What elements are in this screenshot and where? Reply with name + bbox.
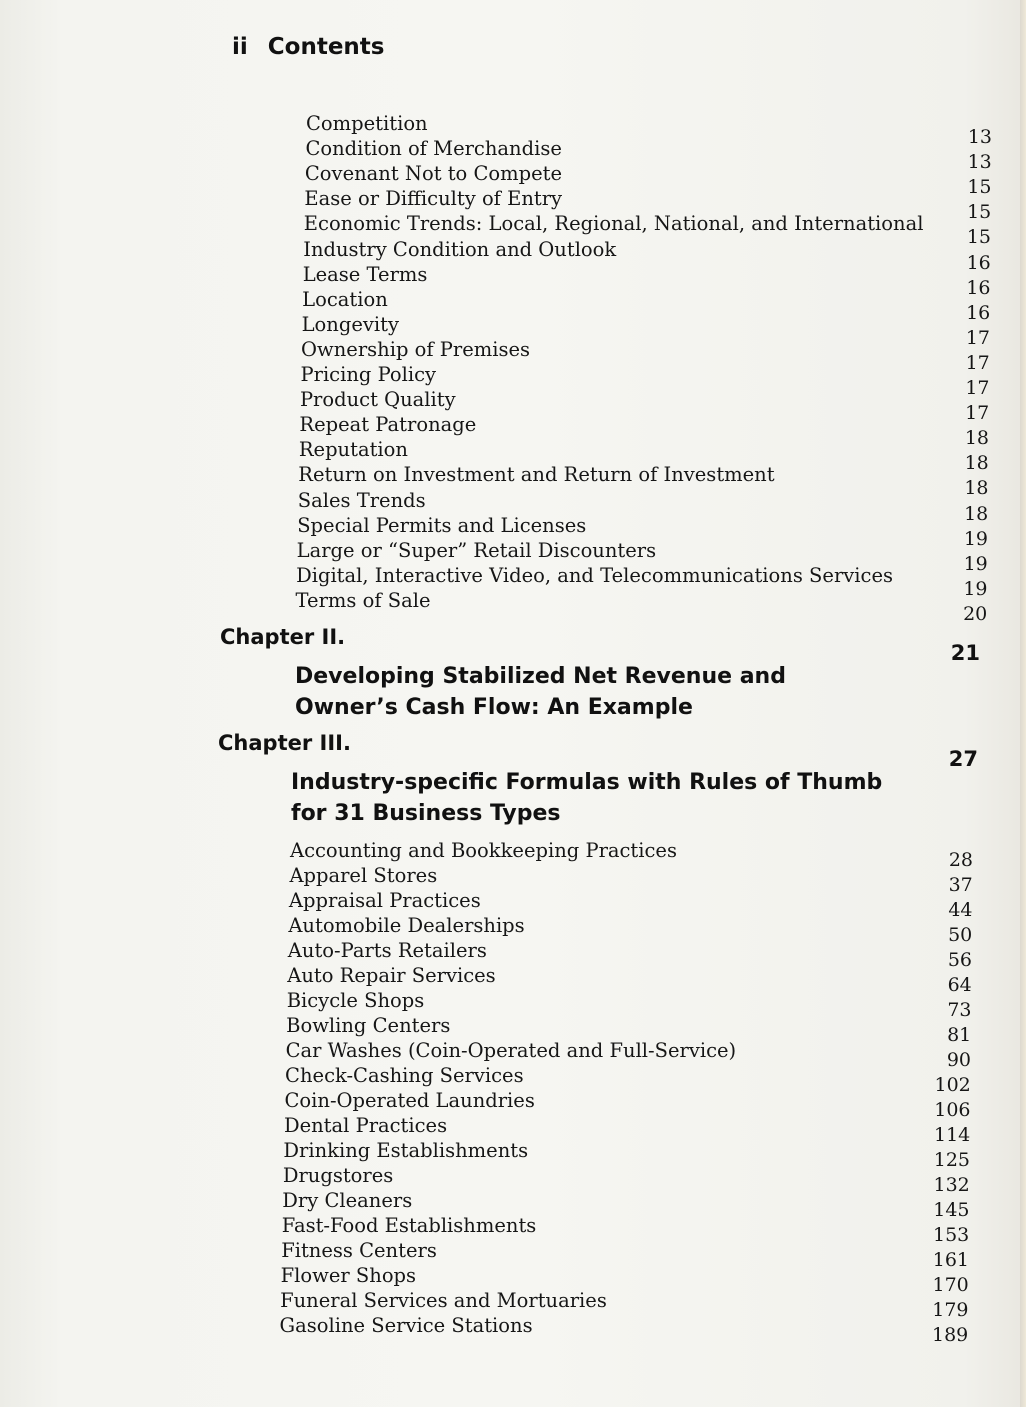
toc-entry-title: Bowling Centers [286,1014,451,1037]
toc-entry-page: 64 [947,974,972,996]
toc-entry-page: 37 [948,874,973,896]
toc-entry-page: 20 [963,602,988,625]
toc-entry-page: 19 [963,577,988,600]
toc-entry-title: Repeat Patronage [299,413,477,437]
toc-entry-page: 90 [946,1049,971,1071]
toc-entry-page: 153 [932,1224,970,1246]
toc-entry-title: Flower Shops [280,1264,417,1287]
toc-entry-page: 73 [947,999,972,1021]
toc-entry-page: 17 [965,377,990,399]
toc-entry-title: Lease Terms [302,262,428,286]
toc-entry-page: 18 [964,452,989,475]
toc-entry-title: Fast-Food Establishments [281,1214,537,1237]
toc-entry-page: 132 [933,1174,970,1196]
toc-entry-title: Economic Trends: Local, Regional, National, and International [303,212,924,236]
toc-entry-title: Automobile Dealerships [288,914,525,937]
toc-entry-title: Covenant Not to Compete [304,162,563,186]
toc-entry-page: 16 [966,276,991,299]
header-page-number: ii [232,34,248,60]
toc-entry-page: 189 [931,1324,969,1346]
chapter-3-title-line-1: Industry-specific Formulas with Rules of Thumb [291,770,883,795]
toc-entry-title: Competition [306,112,428,135]
toc-entry-title: Terms of Sale [295,588,431,612]
toc-entry-title: Ownership of Premises [301,337,531,361]
toc-entry-title: Coin-Operated Laundries [284,1089,535,1112]
toc-entry-page: 56 [947,949,972,971]
toc-entry-page: 170 [932,1274,969,1296]
toc-entry-page: 19 [963,527,988,550]
toc-entry-title: Ease or Difficulty of Entry [304,187,563,211]
toc-entry-page: 114 [933,1124,971,1146]
toc-entry-page: 125 [933,1149,970,1171]
toc-entry-title: Large or “Super” Retail Discounters [296,538,657,562]
toc-entry-title: Funeral Services and Mortuaries [280,1289,607,1312]
toc-entry-page: 16 [966,251,991,274]
toc-entry-title: Industry Condition and Outlook [303,237,617,261]
toc-entry-title: Bicycle Shops [286,989,425,1012]
toc-entry-title: Auto-Parts Retailers [287,939,487,962]
toc-entry-page: 17 [965,351,990,374]
toc-entry-title: Longevity [301,312,399,336]
toc-entry-title: Check-Cashing Services [285,1064,524,1087]
chapter-3-title-line-2: for 31 Business Types [291,801,561,826]
toc-entry-page: 19 [963,552,988,575]
toc-entry-title: Return on Investment and Return of Investment [298,463,775,487]
toc-entry-page: 13 [967,151,992,174]
toc-entry-page: 161 [932,1249,969,1271]
toc-entry-page: 179 [932,1299,969,1321]
page-edge [1020,0,1026,1407]
toc-entry-page: 44 [948,899,973,921]
toc-entry-page: 15 [966,226,991,249]
toc-entry-title: Condition of Merchandise [305,137,562,161]
toc-entry-title: Digital, Interactive Video, and Telecommunications Services [296,563,893,587]
toc-entry-page: 15 [967,201,992,224]
toc-entry-page: 16 [966,301,991,324]
header-title: Contents [267,34,385,60]
toc-entry-title: Product Quality [299,388,456,412]
toc-entry-title: Location [302,287,388,311]
toc-entry-title: Apparel Stores [289,864,438,887]
toc-entry-page: 50 [948,924,973,946]
toc-entry-page: 81 [947,1024,972,1046]
toc-entry-page: 28 [948,849,973,871]
toc-entry-title: Special Permits and Licenses [297,513,587,537]
toc-entry-page: 102 [934,1074,971,1096]
toc-entry-title: Dry Cleaners [282,1189,413,1212]
toc-entry-title: Sales Trends [297,488,426,512]
toc-entry-title: Pricing Policy [300,363,437,386]
chapter-2-title-line-1: Developing Stabilized Net Revenue and [295,664,786,689]
toc-entry-page: 17 [965,326,990,349]
toc-entry-title: Auto Repair Services [287,964,496,987]
toc-entry-page: 18 [964,502,989,525]
toc-entry-page: 17 [965,402,990,425]
toc-entry-title: Accounting and Bookkeeping Practices [290,839,677,862]
toc-entry-title: Fitness Centers [281,1239,437,1262]
toc-entry-title: Drugstores [282,1164,394,1187]
chapter-2-label: Chapter II. [220,625,346,649]
toc-entry-page: 106 [934,1099,971,1121]
toc-entry-page: 18 [964,477,989,500]
chapter-2-page: 21 [950,641,980,665]
toc-entry-title: Car Washes (Coin-Operated and Full-Service) [285,1039,737,1062]
chapter-2-title-line-2: Owner’s Cash Flow: An Example [295,695,693,720]
toc-entry-title: Drinking Establishments [283,1139,529,1162]
toc-entry-title: Gasoline Service Stations [279,1314,533,1337]
toc-entry-page: 18 [964,427,989,450]
chapter-3-page: 27 [948,747,978,771]
page-header [232,34,385,60]
toc-entry-page: 15 [967,176,992,199]
chapter-3-label: Chapter III. [218,731,351,755]
toc-entry-title: Reputation [298,438,408,462]
toc-entry-title: Dental Practices [283,1114,448,1137]
toc-entry-page: 145 [933,1199,970,1221]
toc-entry-title: Appraisal Practices [288,889,481,912]
toc-entry-page: 13 [967,126,992,148]
